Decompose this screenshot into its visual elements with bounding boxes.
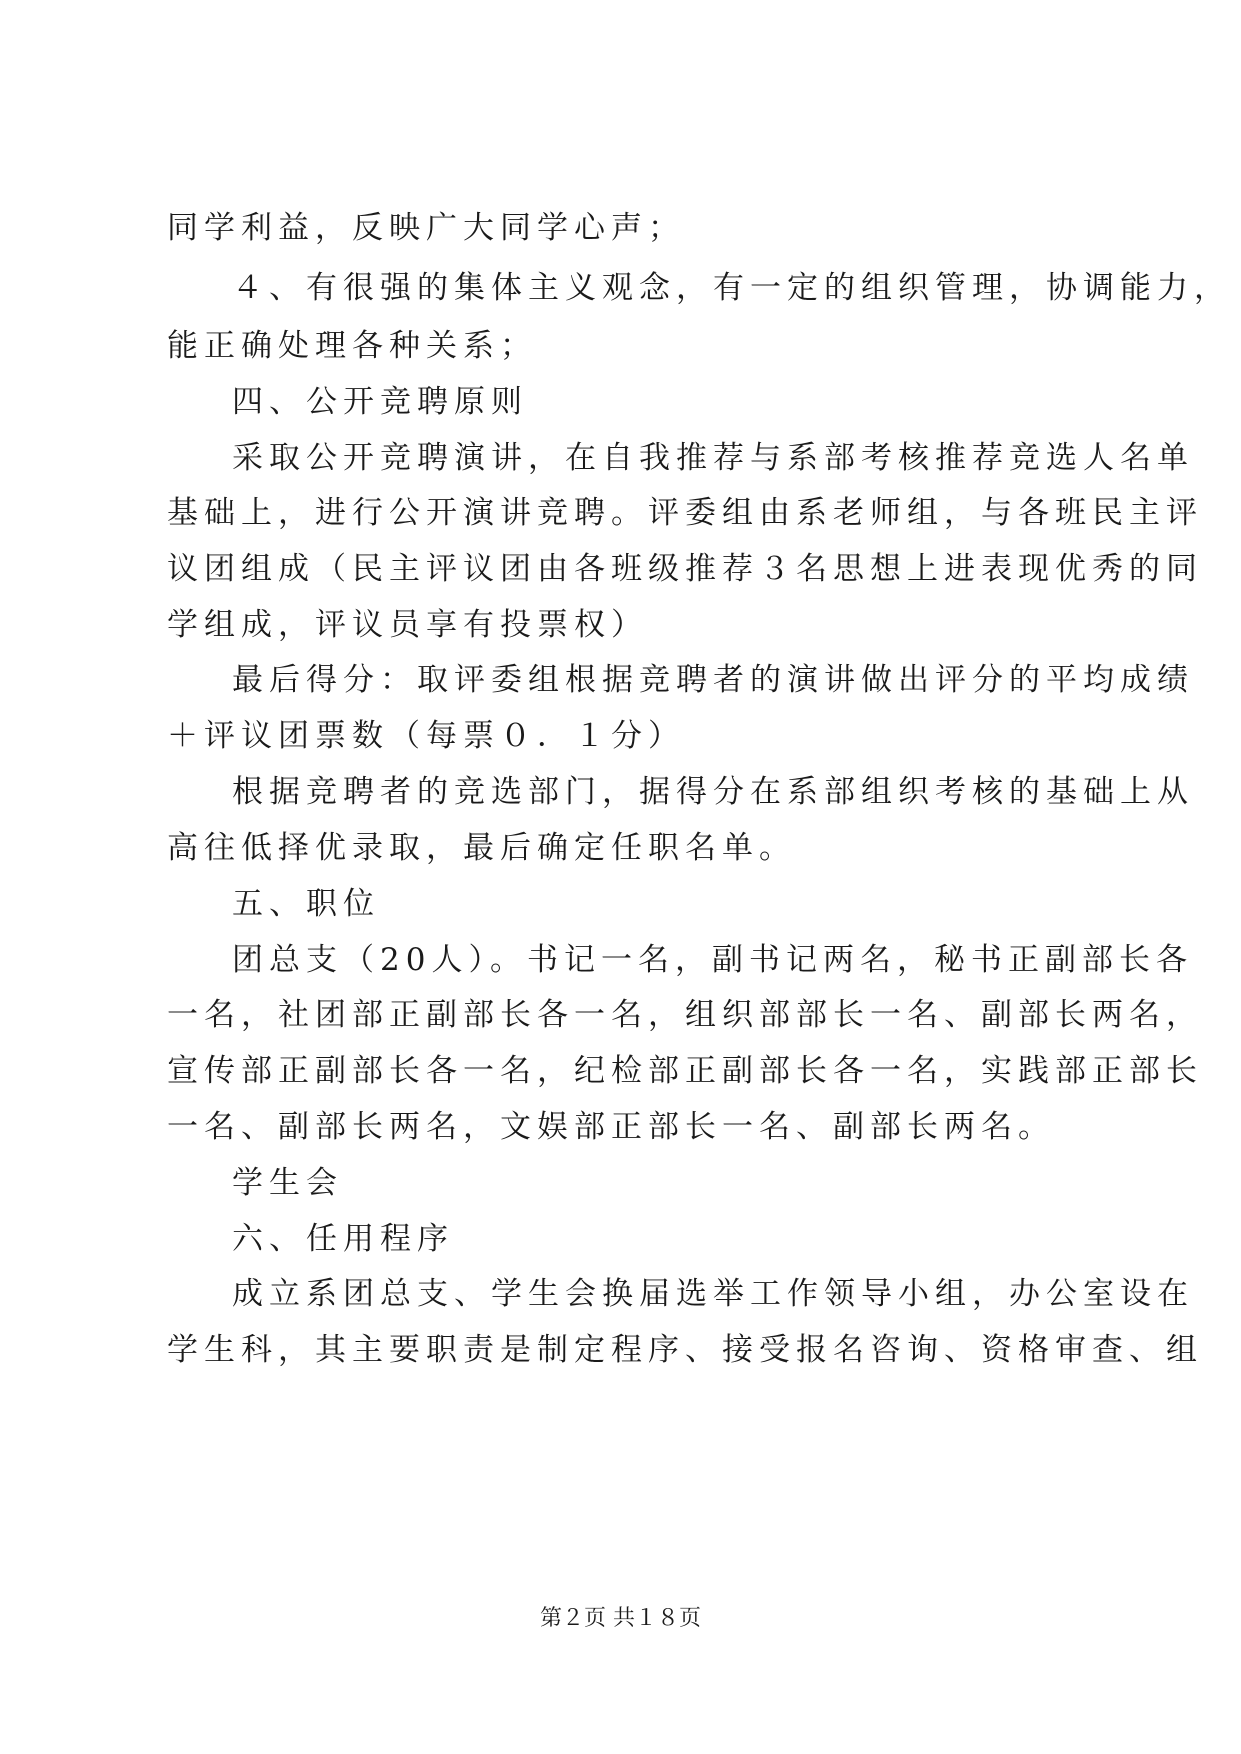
text-line-20: 成立系团总支、学生会换届选举工作领导小组，办公室设在 bbox=[232, 1276, 1194, 1312]
text-line-21: 学生科，其主要职责是制定程序、接受报名咨询、资格审查、组 bbox=[167, 1332, 1203, 1368]
text-line-1: 同学利益，反映广大同学心声； bbox=[167, 210, 685, 246]
text-line-2: ４、有很强的集体主义观念，有一定的组织管理，协调能力， bbox=[232, 270, 1231, 306]
text-line-9: 最后得分：取评委组根据竞聘者的演讲做出评分的平均成绩 bbox=[232, 662, 1194, 698]
text-line-17: 一名、副部长两名，文娱部正部长一名、副部长两名。 bbox=[167, 1109, 1055, 1145]
text-line-7: 议团组成（民主评议团由各班级推荐３名思想上进表现优秀的同 bbox=[167, 551, 1203, 587]
section-heading-4: 四、公开竞聘原则 bbox=[232, 384, 528, 420]
text-line-11: 根据竞聘者的竞选部门，据得分在系部组织考核的基础上从 bbox=[232, 774, 1194, 810]
text-line-8: 学组成，评议员享有投票权） bbox=[167, 607, 648, 643]
page-number-footer: 第２页 共１８页 bbox=[540, 1606, 701, 1631]
text-line-6: 基础上，进行公开演讲竞聘。评委组由系老师组，与各班民主评 bbox=[167, 495, 1203, 531]
section-heading-6: 六、任用程序 bbox=[232, 1221, 454, 1257]
text-line-15: 一名，社团部正副部长各一名，组织部部长一名、副部长两名， bbox=[167, 997, 1203, 1033]
text-line-3: 能正确处理各种关系； bbox=[167, 328, 537, 364]
text-line-16: 宣传部正副部长各一名，纪检部正副部长各一名，实践部正部长 bbox=[167, 1053, 1203, 1089]
text-line-5: 采取公开竞聘演讲，在自我推荐与系部考核推荐竞选人名单 bbox=[232, 440, 1194, 476]
text-line-10: ＋评议团票数（每票０．１分） bbox=[167, 718, 685, 754]
text-line-12: 高往低择优录取，最后确定任职名单。 bbox=[167, 830, 796, 866]
text-line-18: 学生会 bbox=[232, 1165, 343, 1201]
text-line-14: 团总支（20人）。书记一名，副书记两名，秘书正副部长各 bbox=[232, 942, 1193, 978]
section-heading-5: 五、职位 bbox=[232, 886, 380, 922]
